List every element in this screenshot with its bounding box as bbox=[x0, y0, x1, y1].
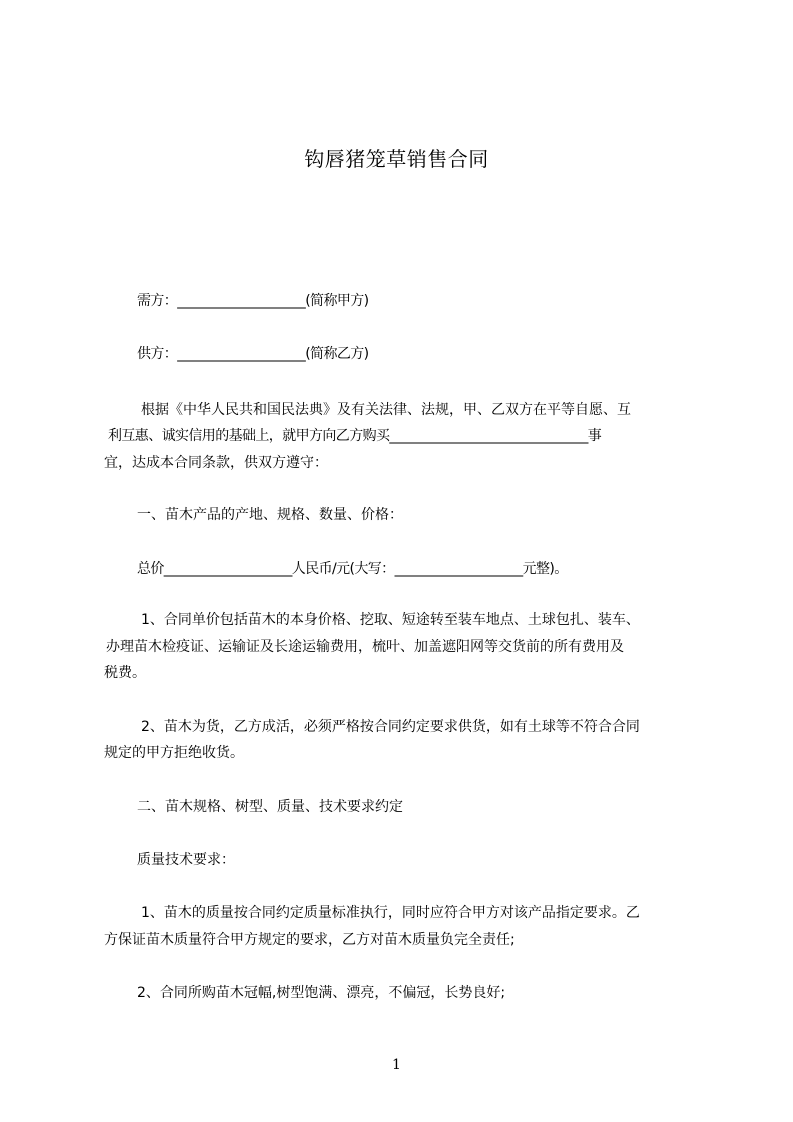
total-price-line: 总价____________________人民币/元(大写：____________________元整)。 bbox=[137, 561, 568, 577]
intro-line-3: 宜，达成本合同条款，供双方遵守： bbox=[104, 455, 328, 471]
clause-2-2: 2、合同所购苗木冠幅,树型饱满、漂亮，不偏冠，长势良好; bbox=[137, 985, 506, 1001]
page-number: 1 bbox=[392, 1057, 401, 1073]
supplier-line: 供方：____________________(简称乙方) bbox=[137, 346, 369, 362]
clause-1-1-line-3: 税费。 bbox=[104, 665, 146, 681]
clause-1-1-line-1: 1、合同单价包括苗木的本身价格、挖取、短途转至装车地点、土球包扎、装车、 bbox=[141, 612, 640, 628]
intro-line-1: 根据《中华人民共和国民法典》及有关法律、法规，甲、乙双方在平等自愿、互 bbox=[141, 402, 631, 418]
clause-2-1-line-1: 1、苗木的质量按合同约定质量标准执行，同时应符合甲方对该产品指定要求。乙 bbox=[141, 905, 640, 921]
intro-line-2: 利互惠、诚实信用的基础上，就甲方向乙方购买_______________________________事 bbox=[108, 428, 602, 444]
section-1-heading: 一、苗木产品的产地、规格、数量、价格： bbox=[137, 507, 403, 523]
buyer-line: 需方：____________________(简称甲方) bbox=[137, 293, 369, 309]
document-title: 钩唇猪笼草销售合同 bbox=[304, 147, 489, 171]
clause-1-2-line-2: 规定的甲方拒绝收货。 bbox=[104, 745, 244, 761]
quality-heading: 质量技术要求： bbox=[137, 852, 235, 868]
section-2-heading: 二、苗木规格、树型、质量、技术要求约定 bbox=[137, 799, 403, 815]
clause-1-1-line-2: 办理苗木检疫证、运输证及长途运输费用，梳叶、加盖遮阳网等交货前的所有费用及 bbox=[106, 639, 624, 655]
clause-1-2-line-1: 2、苗木为货，乙方成活，必须严格按合同约定要求供货，如有土球等不符合合同 bbox=[141, 719, 640, 735]
clause-2-1-line-2: 方保证苗木质量符合甲方规定的要求，乙方对苗木质量负完全责任; bbox=[104, 932, 515, 948]
